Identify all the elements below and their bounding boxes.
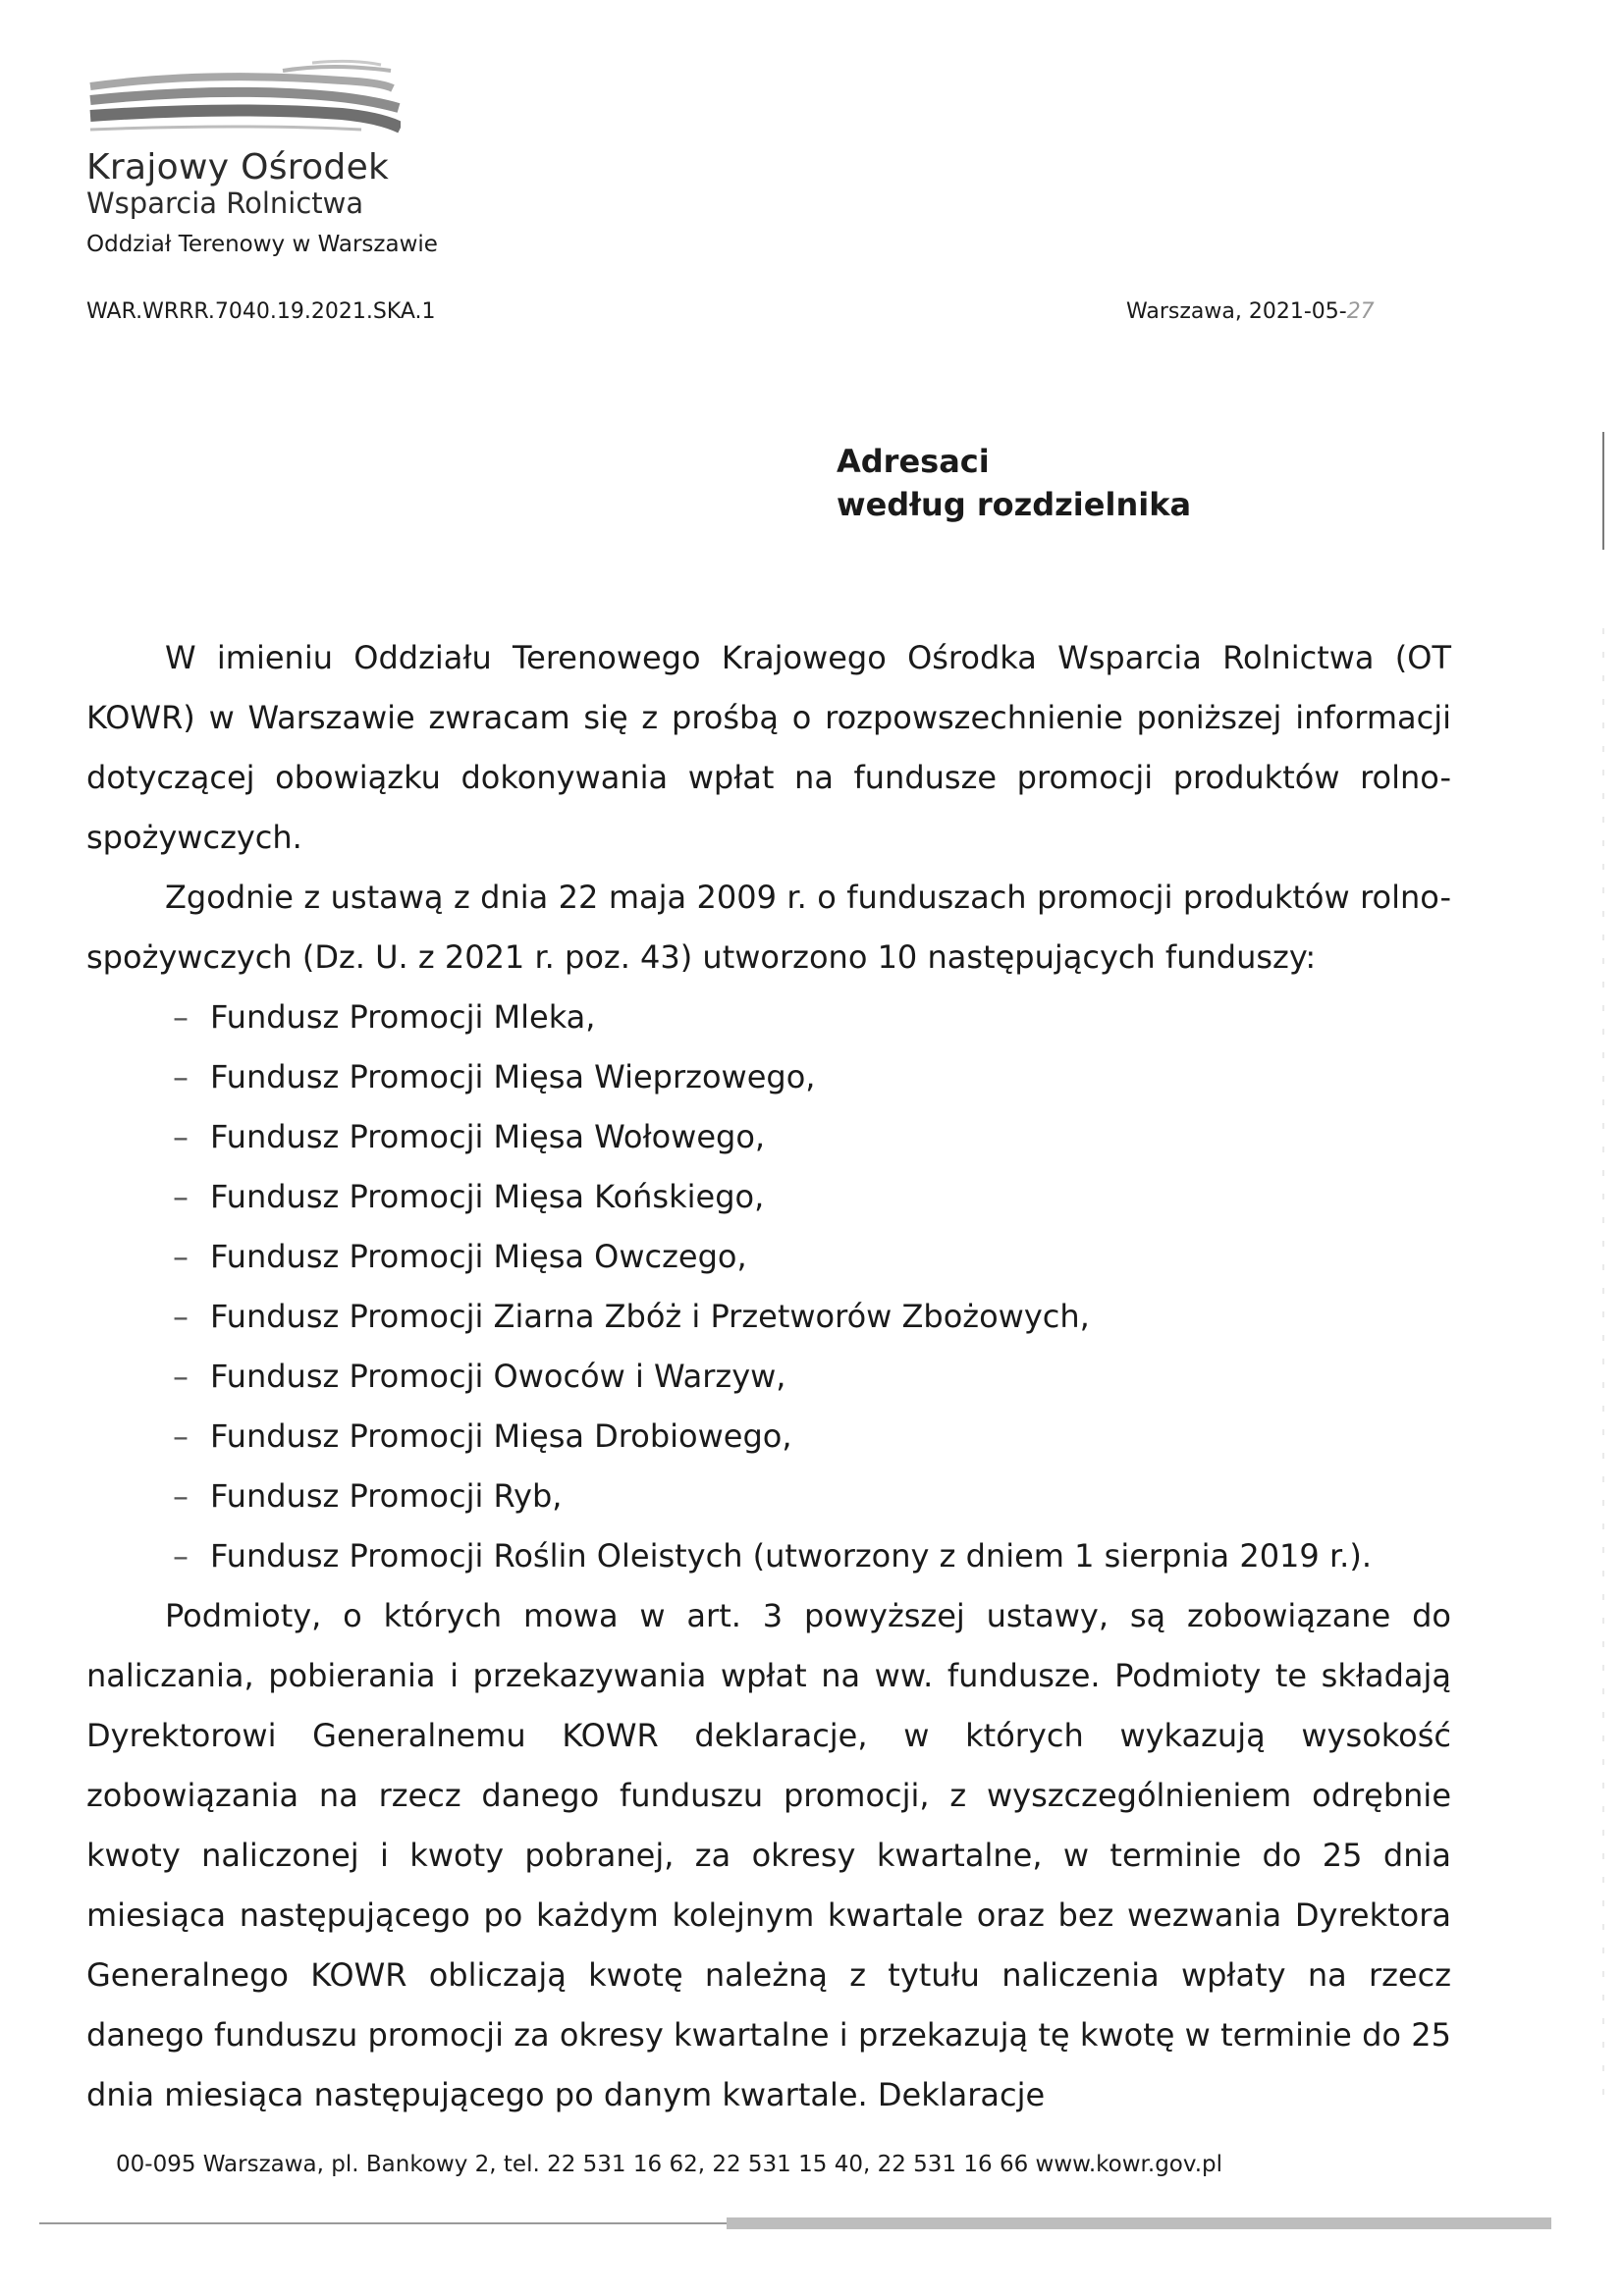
org-name-line1: Krajowy Ośrodek xyxy=(86,147,390,187)
letter-body xyxy=(86,628,1451,2125)
list-item: – Fundusz Promocji Roślin Oleistych (utworzony z dniem 1 sierpnia 2019 r.). xyxy=(173,1526,1451,1586)
list-item: – Fundusz Promocji Mleka, xyxy=(173,988,1451,1047)
list-dash: – xyxy=(173,1238,189,1275)
list-item: – Fundusz Promocji Mięsa Wieprzowego, xyxy=(173,1047,1451,1107)
list-dash: – xyxy=(173,1178,189,1215)
list-item: – Fundusz Promocji Mięsa Drobiowego, xyxy=(173,1407,1451,1467)
date-prefix: Warszawa, 2021-05- xyxy=(1126,299,1347,324)
letter-date xyxy=(1126,299,1375,324)
footer-scan-bar xyxy=(39,2216,1551,2230)
list-item: – Fundusz Promocji Ryb, xyxy=(173,1467,1451,1526)
list-item: – Fundusz Promocji Mięsa Końskiego, xyxy=(173,1167,1451,1227)
kowr-logo-icon xyxy=(86,57,401,145)
list-dash: – xyxy=(173,1298,189,1335)
reference-number: WAR.WRRR.7040.19.2021.SKA.1 xyxy=(86,299,436,324)
list-dash: – xyxy=(173,1417,189,1455)
scan-margin-marks xyxy=(1600,432,1610,2101)
addressee-block xyxy=(837,440,1191,526)
list-dash: – xyxy=(173,1118,189,1155)
footer-address: 00-095 Warszawa, pl. Bankowy 2, tel. 22 531 16 62, 22 531 15 40, 22 531 16 66 www.kowr.gov.pl xyxy=(116,2152,1222,2177)
date-day: 27 xyxy=(1346,299,1375,324)
list-dash: – xyxy=(173,1058,189,1095)
list-dash: – xyxy=(173,1537,189,1575)
list-dash: – xyxy=(173,998,189,1036)
addressee-line2: według rozdzielnika xyxy=(837,486,1192,523)
addressee-line1: Adresaci xyxy=(837,443,990,480)
org-name-line2: Wsparcia Rolnictwa xyxy=(86,187,364,220)
list-item: – Fundusz Promocji Mięsa Wołowego, xyxy=(173,1107,1451,1167)
paragraph-legal-basis: Zgodnie z ustawą z dnia 22 maja 2009 r. o funduszach promocji produktów rolno-spożywczych (Dz. U. z 2021 r. poz. 43) utworzono 10 następujących funduszy: xyxy=(86,879,1451,976)
list-dash: – xyxy=(173,1477,189,1515)
paragraph-obligations: Podmioty, o których mowa w art. 3 powyższej ustawy, są zobowiązane do naliczania, pobierania i przekazywania wpłat na ww. fundusze. Podmioty te składają Dyrektorowi Generalnemu KOWR deklaracje, w których wykazują wysokość zobowiązania na rzecz danego funduszu promocji, z wyszczególnieniem odrębnie kwoty naliczonej i kwoty pobranej, za okresy kwartalne, w terminie do 25 dnia miesiąca następującego po każdym kolejnym kwartale oraz bez wezwania Dyrektora Generalnego KOWR obliczają kwotę należną z tytułu naliczenia wpłaty na rzecz danego funduszu promocji za okresy kwartalne i przekazują tę kwotę w terminie do 25 dnia miesiąca następującego po danym kwartale. Deklaracje xyxy=(86,1597,1451,2113)
paragraph-intro: W imieniu Oddziału Terenowego Krajowego Ośrodka Wsparcia Rolnictwa (OT KOWR) w Warszawie zwracam się z prośbą o rozpowszechnienie poniższej informacji dotyczącej obowiązku dokonywania wpłat na fundusze promocji produktów rolno-spożywczych. xyxy=(86,639,1451,856)
list-item: – Fundusz Promocji Ziarna Zbóż i Przetworów Zbożowych, xyxy=(173,1287,1451,1347)
fund-list xyxy=(86,988,1451,1586)
list-item: – Fundusz Promocji Owoców i Warzyw, xyxy=(173,1347,1451,1407)
list-item: – Fundusz Promocji Mięsa Owczego, xyxy=(173,1227,1451,1287)
org-branch: Oddział Terenowy w Warszawie xyxy=(86,232,438,257)
list-dash: – xyxy=(173,1358,189,1395)
